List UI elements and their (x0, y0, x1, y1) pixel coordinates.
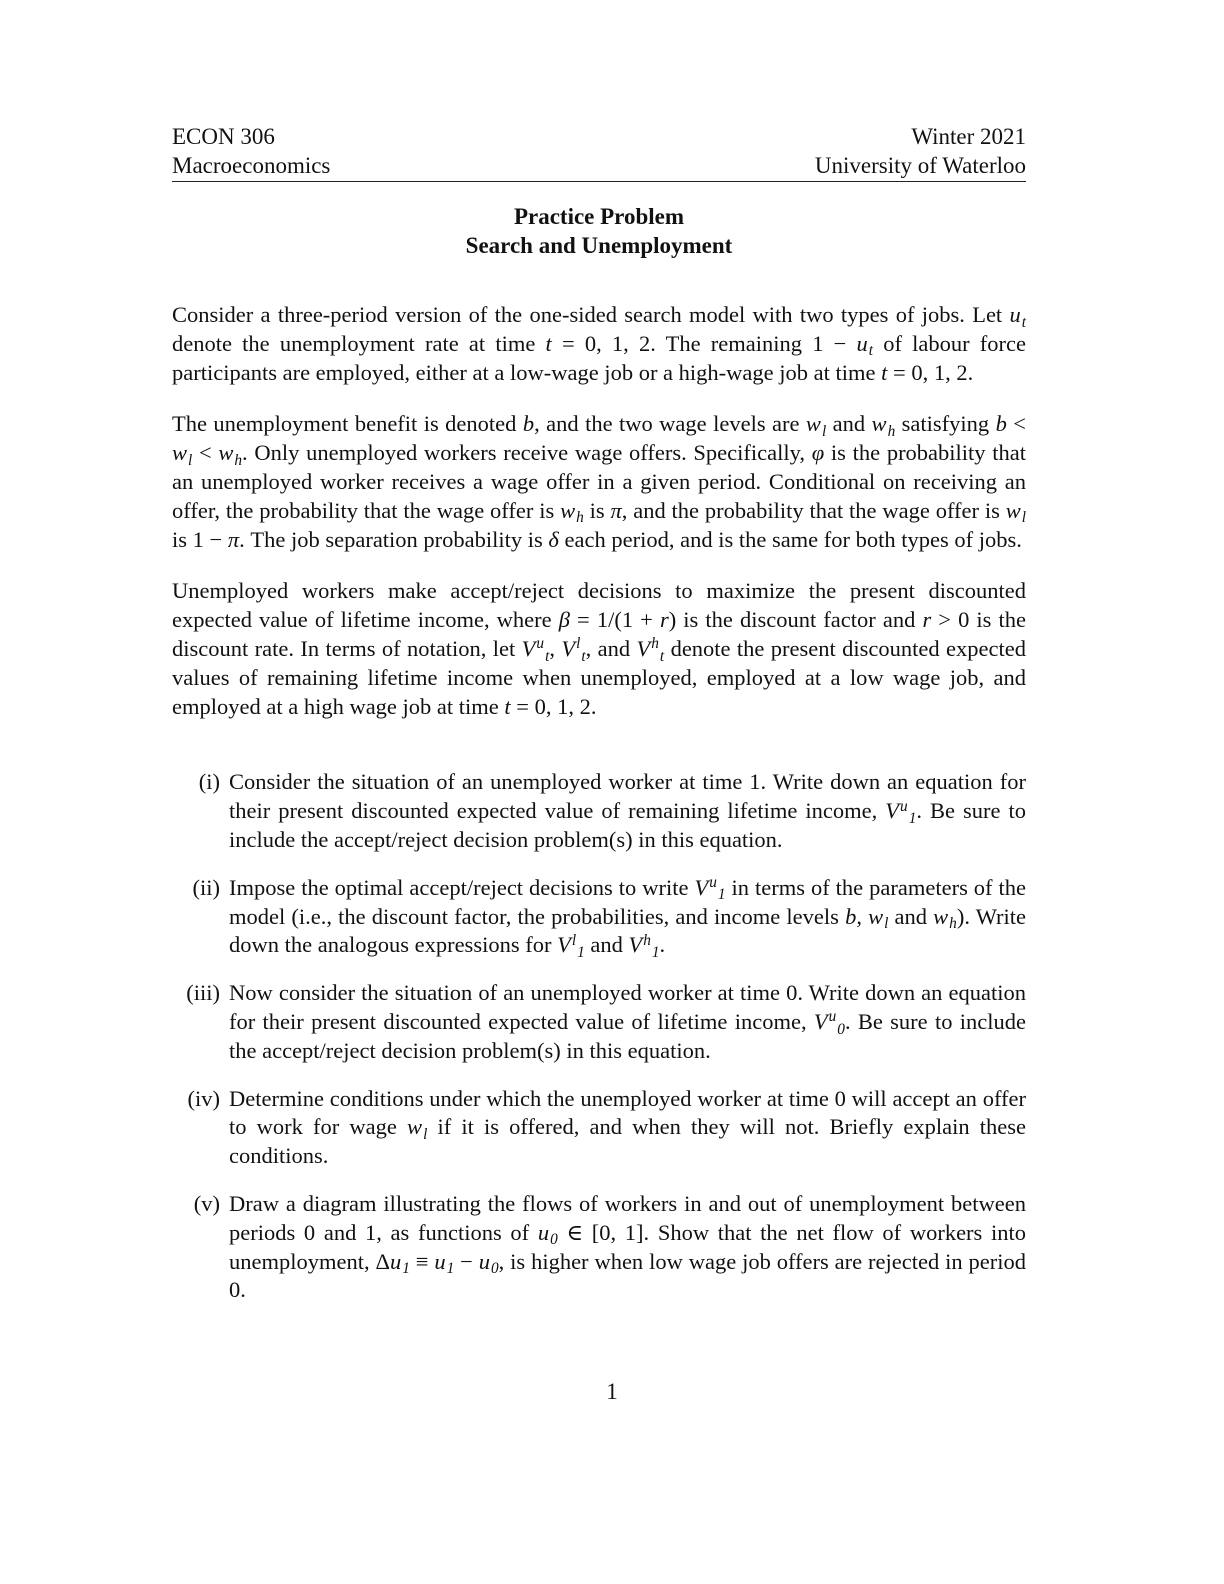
math-base: w (407, 1114, 423, 1140)
math-subscript: l (423, 1125, 428, 1143)
math-base: w (868, 903, 884, 929)
math-symbol (805, 411, 827, 440)
math-symbol (561, 635, 586, 665)
math-symbol (434, 1248, 455, 1278)
text-run: Determine conditions under which the unemployed worker at time 0 will accept an offer to work for wage (229, 1085, 1026, 1140)
text-run: , and the two wage levels are (534, 411, 806, 437)
math-base: b (995, 411, 1007, 437)
text-run: in terms of the parameters of the model (i.e., the discount factor, the probabilities, and income levels (229, 874, 1027, 929)
term: Winter 2021 (911, 124, 1026, 149)
math-symbol (228, 527, 239, 552)
text-run: The unemployment benefit is denoted (172, 411, 523, 437)
document-title (172, 202, 1026, 260)
text-run: each period, and is the same for both types of jobs. (558, 526, 1022, 552)
math-symbol (856, 330, 874, 360)
math-subscript: 0 (837, 1020, 845, 1038)
math-symbol (636, 635, 665, 665)
math-symbol (812, 440, 824, 465)
paragraph (172, 577, 1026, 721)
math-subscript: 1 (402, 1260, 410, 1278)
header-right (815, 122, 1026, 180)
math-base: r (922, 607, 932, 633)
math-symbol (172, 440, 193, 469)
math-subscript: h (234, 451, 243, 469)
text-run: and (584, 932, 629, 958)
text-run: ). Write down the analogous expressions for (229, 903, 1027, 958)
text-run: . Be sure to include the accept/reject decision problem(s) in this equation. (229, 1008, 1026, 1063)
math-superscript: h (643, 931, 651, 949)
math-superscript: l (571, 931, 577, 949)
text-run: , is higher when low wage job offers are rejected in period 0. (229, 1248, 1026, 1303)
math-subscript: t (545, 647, 550, 665)
page-number: 1 (606, 1379, 618, 1404)
math-base: b (845, 903, 857, 929)
math-superscript: u (709, 874, 717, 892)
text-run: and (888, 903, 934, 929)
text-run: Draw a diagram illustrating the flows of workers in and out of unemployment between periods 0 and 1, as functions of (229, 1190, 1026, 1245)
math-symbol (559, 607, 570, 632)
course-code: ECON 306 (172, 124, 275, 149)
math-superscript: u (900, 797, 908, 815)
text-run: , and the probability that the wage offer is (621, 497, 1006, 523)
math-subscript: 0 (491, 1260, 499, 1278)
institution: University of Waterloo (814, 153, 1026, 178)
math-base: V (561, 635, 576, 661)
math-subscript: 1 (717, 886, 726, 904)
question-label: (iv) (187, 1085, 220, 1111)
math-symbol (922, 607, 931, 632)
text-run: of labour force participants are employed, either at a low-wage job or a high-wage job at time (172, 330, 1027, 385)
math-base: u (1009, 302, 1021, 327)
math-base: V (885, 798, 900, 824)
text-run: Now consider the situation of an unemployed worker at time 0. Write down an equation for their present discounted expected value of lifetime income, (229, 980, 1026, 1034)
question-item (172, 768, 1026, 854)
text-run: is the probability that an unemployed worker receives a wage offer in a given period. Conditional on receiving an offer, the probability that the wage offer is (172, 440, 1026, 523)
math-base: δ (548, 526, 559, 552)
math-subscript: h (576, 509, 584, 527)
math-symbol (813, 1008, 845, 1038)
math-symbol (1009, 302, 1027, 331)
math-symbol (218, 440, 243, 469)
text-run: Consider a three-period version of the one-sided search model with two types of jobs. Let (172, 302, 1010, 327)
math-base: t (881, 359, 888, 385)
math-base: π (227, 526, 240, 552)
math-subscript: l (1021, 509, 1026, 527)
math-superscript: h (651, 635, 659, 653)
question-item (172, 1190, 1026, 1305)
text-run: Impose the optimal accept/reject decisions to write (229, 874, 695, 900)
paragraph (172, 410, 1026, 554)
math-symbol (560, 497, 584, 527)
math-superscript: l (576, 635, 581, 653)
text-run: . Only unemployed workers receive wage offers. Specifically, (242, 440, 812, 466)
math-base: u (537, 1219, 550, 1245)
text-run: ∈ [0, 1]. Show that the net flow of workers into unemployment, Δ (229, 1219, 1026, 1274)
text-run: is 1 − (172, 526, 228, 552)
math-base: r (659, 607, 669, 633)
math-base: V (636, 635, 651, 661)
math-symbol (610, 498, 621, 523)
text-run: , (856, 903, 869, 929)
math-symbol (996, 411, 1007, 436)
text-run: satisfying (895, 411, 996, 437)
question-list (172, 768, 1026, 1305)
math-subscript: 0 (550, 1231, 558, 1249)
question-label: (ii) (192, 874, 220, 900)
text-run: < (192, 440, 219, 466)
math-base: w (1005, 497, 1021, 523)
course-subject: Macroeconomics (172, 153, 331, 178)
math-subscript: 1 (577, 943, 585, 961)
math-symbol (521, 635, 550, 665)
text-run: ) is the discount factor and (668, 607, 923, 633)
math-symbol (407, 1114, 428, 1143)
text-run: is (583, 497, 611, 523)
math-base: w (172, 440, 188, 466)
text-run: − (454, 1248, 479, 1274)
math-symbol (933, 903, 957, 933)
math-subscript: l (188, 451, 193, 469)
math-base: u (478, 1248, 490, 1274)
question-label: (iii) (186, 980, 220, 1006)
math-symbol (1005, 497, 1026, 527)
text-run: = 0, 1, 2. (510, 693, 597, 719)
math-base: β (558, 607, 570, 633)
text-run: . Be sure to include the accept/reject decision problem(s) in this equation. (229, 798, 1026, 852)
math-symbol (868, 903, 889, 933)
math-symbol (557, 931, 585, 961)
text-run: Unemployed workers make accept/reject decisions to maximize the present discounted expected value of lifetime income, where (172, 578, 1026, 633)
text-run: < (1006, 411, 1026, 437)
math-base: φ (811, 440, 825, 466)
math-subscript: t (868, 342, 874, 360)
paragraph (172, 301, 1026, 387)
intro-paragraphs (172, 301, 1026, 721)
question-item (172, 979, 1026, 1065)
text-run: . The job separation probability is (239, 526, 549, 552)
math-symbol (523, 411, 534, 436)
math-base: u (389, 1248, 402, 1274)
text-run: and (826, 411, 872, 437)
math-superscript: u (536, 635, 545, 653)
math-symbol (660, 607, 669, 632)
math-subscript: h (949, 915, 957, 933)
text-run: = 0, 1, 2. (887, 359, 974, 385)
title-line-1: Practice Problem (513, 204, 685, 229)
math-subscript: l (884, 915, 889, 933)
text-run: . (659, 932, 666, 958)
math-base: V (628, 932, 643, 958)
math-base: u (434, 1248, 446, 1274)
math-symbol (548, 527, 558, 552)
question-label: (v) (193, 1190, 220, 1216)
math-base: b (522, 411, 535, 437)
math-base: t (545, 330, 552, 356)
math-symbol (845, 904, 856, 929)
math-base: w (805, 411, 821, 437)
math-base: V (557, 932, 571, 958)
math-base: V (813, 1008, 828, 1034)
document-body (172, 301, 1026, 1324)
header-rule (172, 181, 1026, 182)
math-symbol (537, 1219, 558, 1249)
math-symbol (871, 411, 896, 440)
math-symbol (389, 1248, 410, 1278)
text-run: = 1/(1 + (569, 607, 660, 633)
text-run: > 0 is the discount rate. In terms of notation, let (172, 607, 1026, 661)
text-run: denote the unemployment rate at time (172, 330, 546, 356)
text-run: = 0, 1, 2. The remaining 1 − (551, 330, 857, 356)
math-symbol (478, 1248, 499, 1278)
math-subscript: 1 (651, 943, 660, 961)
math-subscript: h (887, 422, 896, 440)
math-subscript: l (821, 422, 827, 440)
math-base: w (218, 440, 234, 466)
text-run: if it is offered, and when they will not. Briefly explain these conditions. (229, 1114, 1027, 1169)
text-run: , (549, 635, 562, 661)
math-base: V (521, 635, 536, 661)
question-item (172, 874, 1026, 960)
math-base: u (856, 330, 868, 356)
question-item (172, 1085, 1026, 1171)
math-subscript: t (659, 647, 665, 665)
math-symbol (885, 797, 917, 827)
math-base: V (694, 874, 709, 900)
math-subscript: 1 (908, 809, 917, 827)
math-base: t (504, 693, 511, 719)
math-base: w (933, 903, 949, 929)
title-line-2: Search and Unemployment (465, 233, 733, 258)
text-run: ≡ (409, 1248, 435, 1274)
text-run: , and (585, 635, 637, 661)
question-label: (i) (198, 769, 220, 795)
math-base: π (610, 497, 622, 523)
header-left (172, 122, 330, 180)
math-base: w (560, 497, 576, 523)
math-symbol (694, 874, 726, 904)
math-subscript: t (1021, 313, 1026, 331)
math-symbol (628, 931, 660, 961)
page-header (172, 122, 1026, 180)
math-base: w (871, 411, 887, 437)
text-run: denote the present discounted expected values of remaining lifetime income when unemployed, employed at a low wage job, and employed at a high wage job at time (172, 635, 1026, 719)
math-subscript: t (581, 647, 586, 665)
math-superscript: u (828, 1008, 837, 1026)
text-run: Consider the situation of an unemployed worker at time 1. Write down an equation for their present discounted expected value of remaining lifetime income, (229, 769, 1026, 824)
math-subscript: 1 (446, 1260, 455, 1278)
